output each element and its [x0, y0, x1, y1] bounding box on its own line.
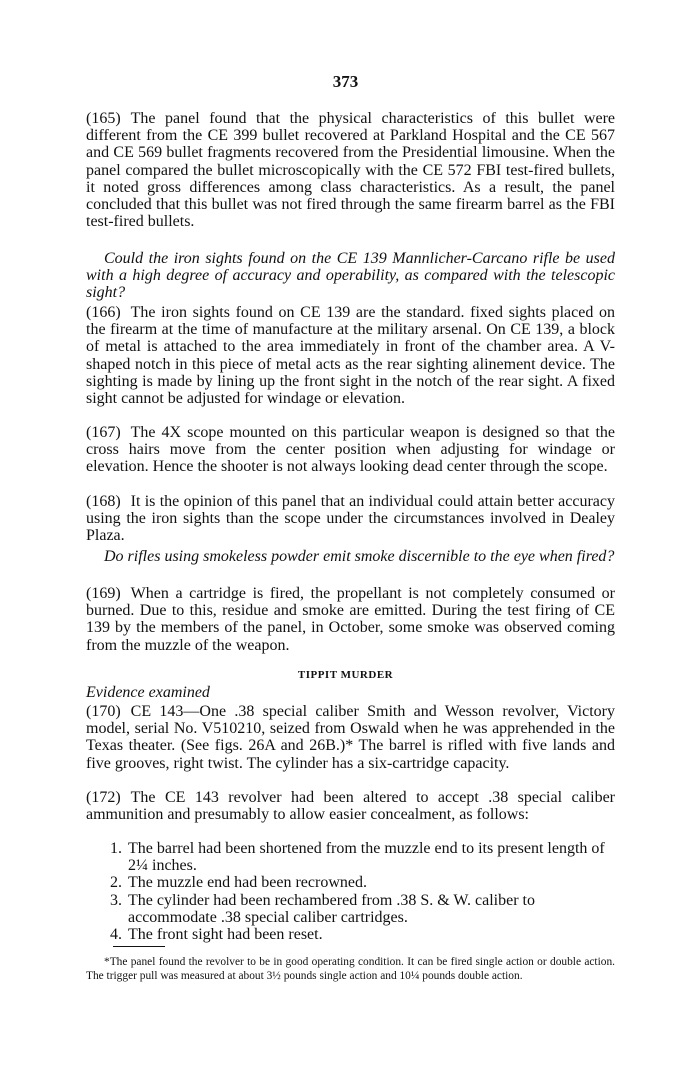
list-text: The front sight had been reset.: [128, 926, 323, 944]
paragraph-169: [86, 585, 615, 654]
paragraph-166: [86, 304, 615, 407]
section-heading: TIPPIT MURDER: [297, 669, 394, 681]
list-item: [86, 926, 615, 943]
list-text: The barrel had been shortened from the muzzle end to its present length of 2¼ inches.: [128, 840, 605, 875]
paragraph-167: [86, 424, 615, 476]
list-number: 1.: [110, 840, 122, 857]
list-item: [86, 874, 615, 891]
paragraph-text: When a cartridge is fired, the propellant is not completely consumed or burned. Due to this, residue and smoke are emitted. During the test firing of CE 139 by the members of the panel, in October, some smoke was observed coming from the muzzle of the weapon.: [86, 585, 615, 654]
footnote-divider: [113, 946, 165, 947]
paragraph-172: [86, 789, 615, 823]
alteration-list: [86, 840, 615, 943]
paragraph-number: (165): [86, 110, 121, 127]
paragraph-number: (167): [86, 424, 121, 441]
list-item: [86, 892, 615, 926]
paragraph-text: The panel found that the physical characteristics of this bullet were different from the CE 399 bullet recovered at Parkland Hospital and the CE 567 and CE 569 bullet fragments recovered from the Presidential limousine. When the panel compared the bullet microscopically with the CE 572 FBI test-fired bullets, it noted gross differences among class characteristics. As a result, the panel concluded that this bullet was not fired through the same firearm barrel as the FBI test-fired bullets.: [86, 110, 615, 231]
paragraph-170: [86, 703, 615, 772]
list-number: 2.: [110, 874, 122, 892]
footnote: *The panel found the revolver to be in good operating condition. It can be fired single action or double action. The trigger pull was measured at about 3½ pounds single action and 10¼ pounds double action.: [86, 956, 615, 982]
paragraph-168: [86, 493, 615, 545]
paragraph-number: (168): [86, 493, 121, 510]
list-text: The cylinder had been rechambered from .38 S. & W. caliber to accommodate .38 special caliber cartridges.: [128, 891, 535, 926]
list-text: The muzzle end had been recrowned.: [128, 874, 367, 892]
question-smoke: Do rifles using smokeless powder emit smoke discernible to the eye when fired?: [104, 548, 615, 565]
paragraph-text: CE 143—One .38 special caliber Smith and Wesson revolver, Victory model, serial No. V510210, seized from Oswald when he was apprehended in the Texas theater. (See figs. 26A and 26B.)* The barrel is rifled with five lands and five grooves, right twist. The cylinder has a six-cartridge capacity.: [86, 703, 615, 772]
list-number: 4.: [110, 926, 122, 944]
question-iron-sights: Could the iron sights found on the CE 139 Mannlicher-Carcano rifle be used with a high degree of accuracy and operability, as compared with the telescopic sight?: [86, 250, 615, 302]
paragraph-number: (166): [86, 304, 121, 321]
page-number: 373: [332, 72, 359, 91]
paragraph-text: The iron sights found on CE 139 are the standard. fixed sights placed on the firearm at the time of manufacture at the military arsenal. On CE 139, a block of metal is attached to the area immediately in front of the chamber area. A V-shaped notch in this piece of metal acts as the rear sighting alinement device. The sighting is made by lining up the front sight in the notch of the rear sight. A fixed sight cannot be adjusted for windage or elevation.: [86, 304, 615, 408]
paragraph-number: (172): [86, 789, 121, 806]
paragraph-165: [86, 110, 615, 230]
subheading: Evidence examined: [86, 684, 210, 701]
paragraph-text: It is the opinion of this panel that an individual could attain better accuracy using the iron sights than the scope under the circumstances involved in Dealey Plaza.: [86, 493, 615, 545]
paragraph-text: The CE 143 revolver had been altered to accept .38 special caliber ammunition and presumably to allow easier concealment, as follows:: [86, 789, 615, 824]
paragraph-number: (169): [86, 585, 121, 602]
list-item: [86, 840, 615, 874]
list-number: 3.: [110, 891, 122, 909]
paragraph-text: The 4X scope mounted on this particular weapon is designed so that the cross hairs move from the center position when adjusting for windage or elevation. Hence the shooter is not always looking dead center through the scope.: [86, 424, 615, 476]
paragraph-number: (170): [86, 703, 121, 720]
